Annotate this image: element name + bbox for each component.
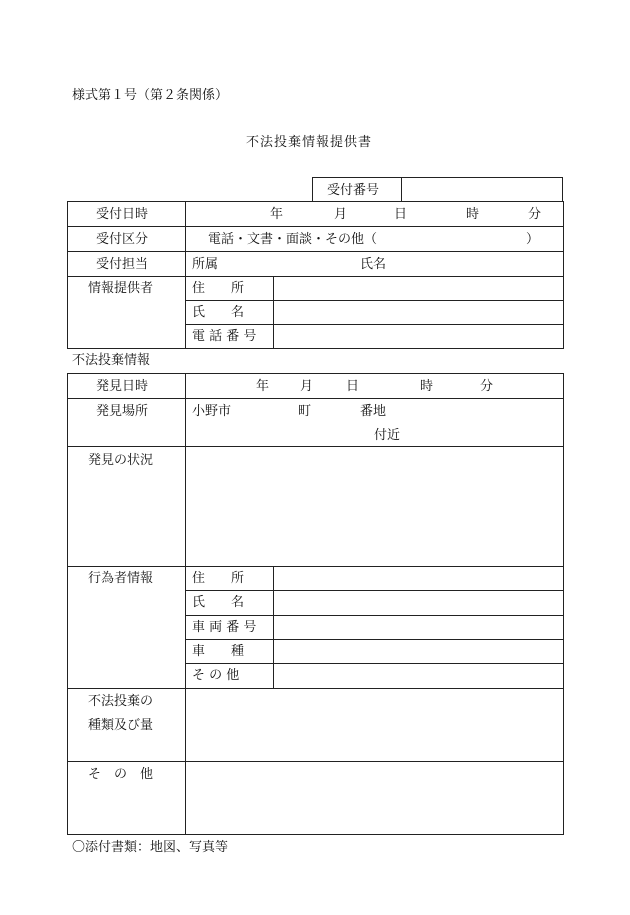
unit-day: 日 bbox=[394, 207, 408, 222]
type-amount-label-1: 不法投棄の bbox=[88, 694, 154, 709]
offender-address-label: 住 所 bbox=[192, 571, 245, 586]
found-unit-hour: 時 bbox=[420, 379, 434, 394]
location-banchi: 番地 bbox=[360, 404, 387, 419]
receipt-category-options: 電話・文書・面談・その他（ bbox=[208, 232, 378, 247]
informant-phone-label: 電 話 番 号 bbox=[192, 329, 257, 344]
informant-name-label: 氏 名 bbox=[192, 305, 245, 320]
location-near: 付近 bbox=[374, 428, 401, 443]
receipt-number-label: 受付番号 bbox=[327, 183, 380, 198]
attachments-note: 〇添付書類：地図、写真等 bbox=[72, 840, 229, 855]
type-amount-label-2: 種類及び量 bbox=[88, 718, 154, 733]
dumping-table bbox=[67, 373, 564, 835]
receipt-datetime-label: 受付日時 bbox=[96, 207, 149, 222]
found-location-label: 発見場所 bbox=[96, 404, 149, 419]
found-unit-minute: 分 bbox=[480, 379, 494, 394]
unit-hour: 時 bbox=[466, 207, 480, 222]
informant-address-label: 住 所 bbox=[192, 281, 245, 296]
offender-vehicle-type-label: 車 種 bbox=[192, 644, 245, 659]
receipt-table bbox=[67, 201, 564, 349]
receipt-number-field[interactable] bbox=[403, 179, 561, 201]
found-unit-day: 日 bbox=[346, 379, 360, 394]
dumping-section-label: 不法投棄情報 bbox=[72, 353, 151, 368]
offender-vehicle-number-label: 車 両 番 号 bbox=[192, 620, 257, 635]
unit-minute: 分 bbox=[528, 207, 542, 222]
document-title: 不法投棄情報提供書 bbox=[246, 135, 373, 150]
informant-label: 情報提供者 bbox=[88, 281, 154, 296]
unit-month: 月 bbox=[334, 207, 348, 222]
staff-dept-label: 所属 bbox=[192, 257, 219, 272]
receipt-category-label: 受付区分 bbox=[96, 232, 149, 247]
found-unit-month: 月 bbox=[300, 379, 314, 394]
form-reference: 様式第１号（第２条関係） bbox=[72, 88, 229, 103]
location-city: 小野市 bbox=[192, 404, 232, 419]
receipt-number-box bbox=[312, 177, 563, 202]
found-unit-year: 年 bbox=[256, 379, 270, 394]
situation-label: 発見の状況 bbox=[88, 453, 154, 468]
receipt-staff-label: 受付担当 bbox=[96, 257, 149, 272]
offender-other-label: そ の 他 bbox=[192, 668, 240, 683]
unit-year: 年 bbox=[270, 207, 284, 222]
situation-field[interactable] bbox=[187, 448, 562, 565]
staff-name-label: 氏名 bbox=[360, 257, 387, 272]
offender-name-label: 氏 名 bbox=[192, 595, 245, 610]
location-town: 町 bbox=[298, 404, 312, 419]
other-label: そ の 他 bbox=[88, 767, 154, 782]
offender-label: 行為者情報 bbox=[88, 571, 154, 586]
found-datetime-label: 発見日時 bbox=[96, 379, 149, 394]
receipt-category-close: ） bbox=[526, 232, 540, 247]
